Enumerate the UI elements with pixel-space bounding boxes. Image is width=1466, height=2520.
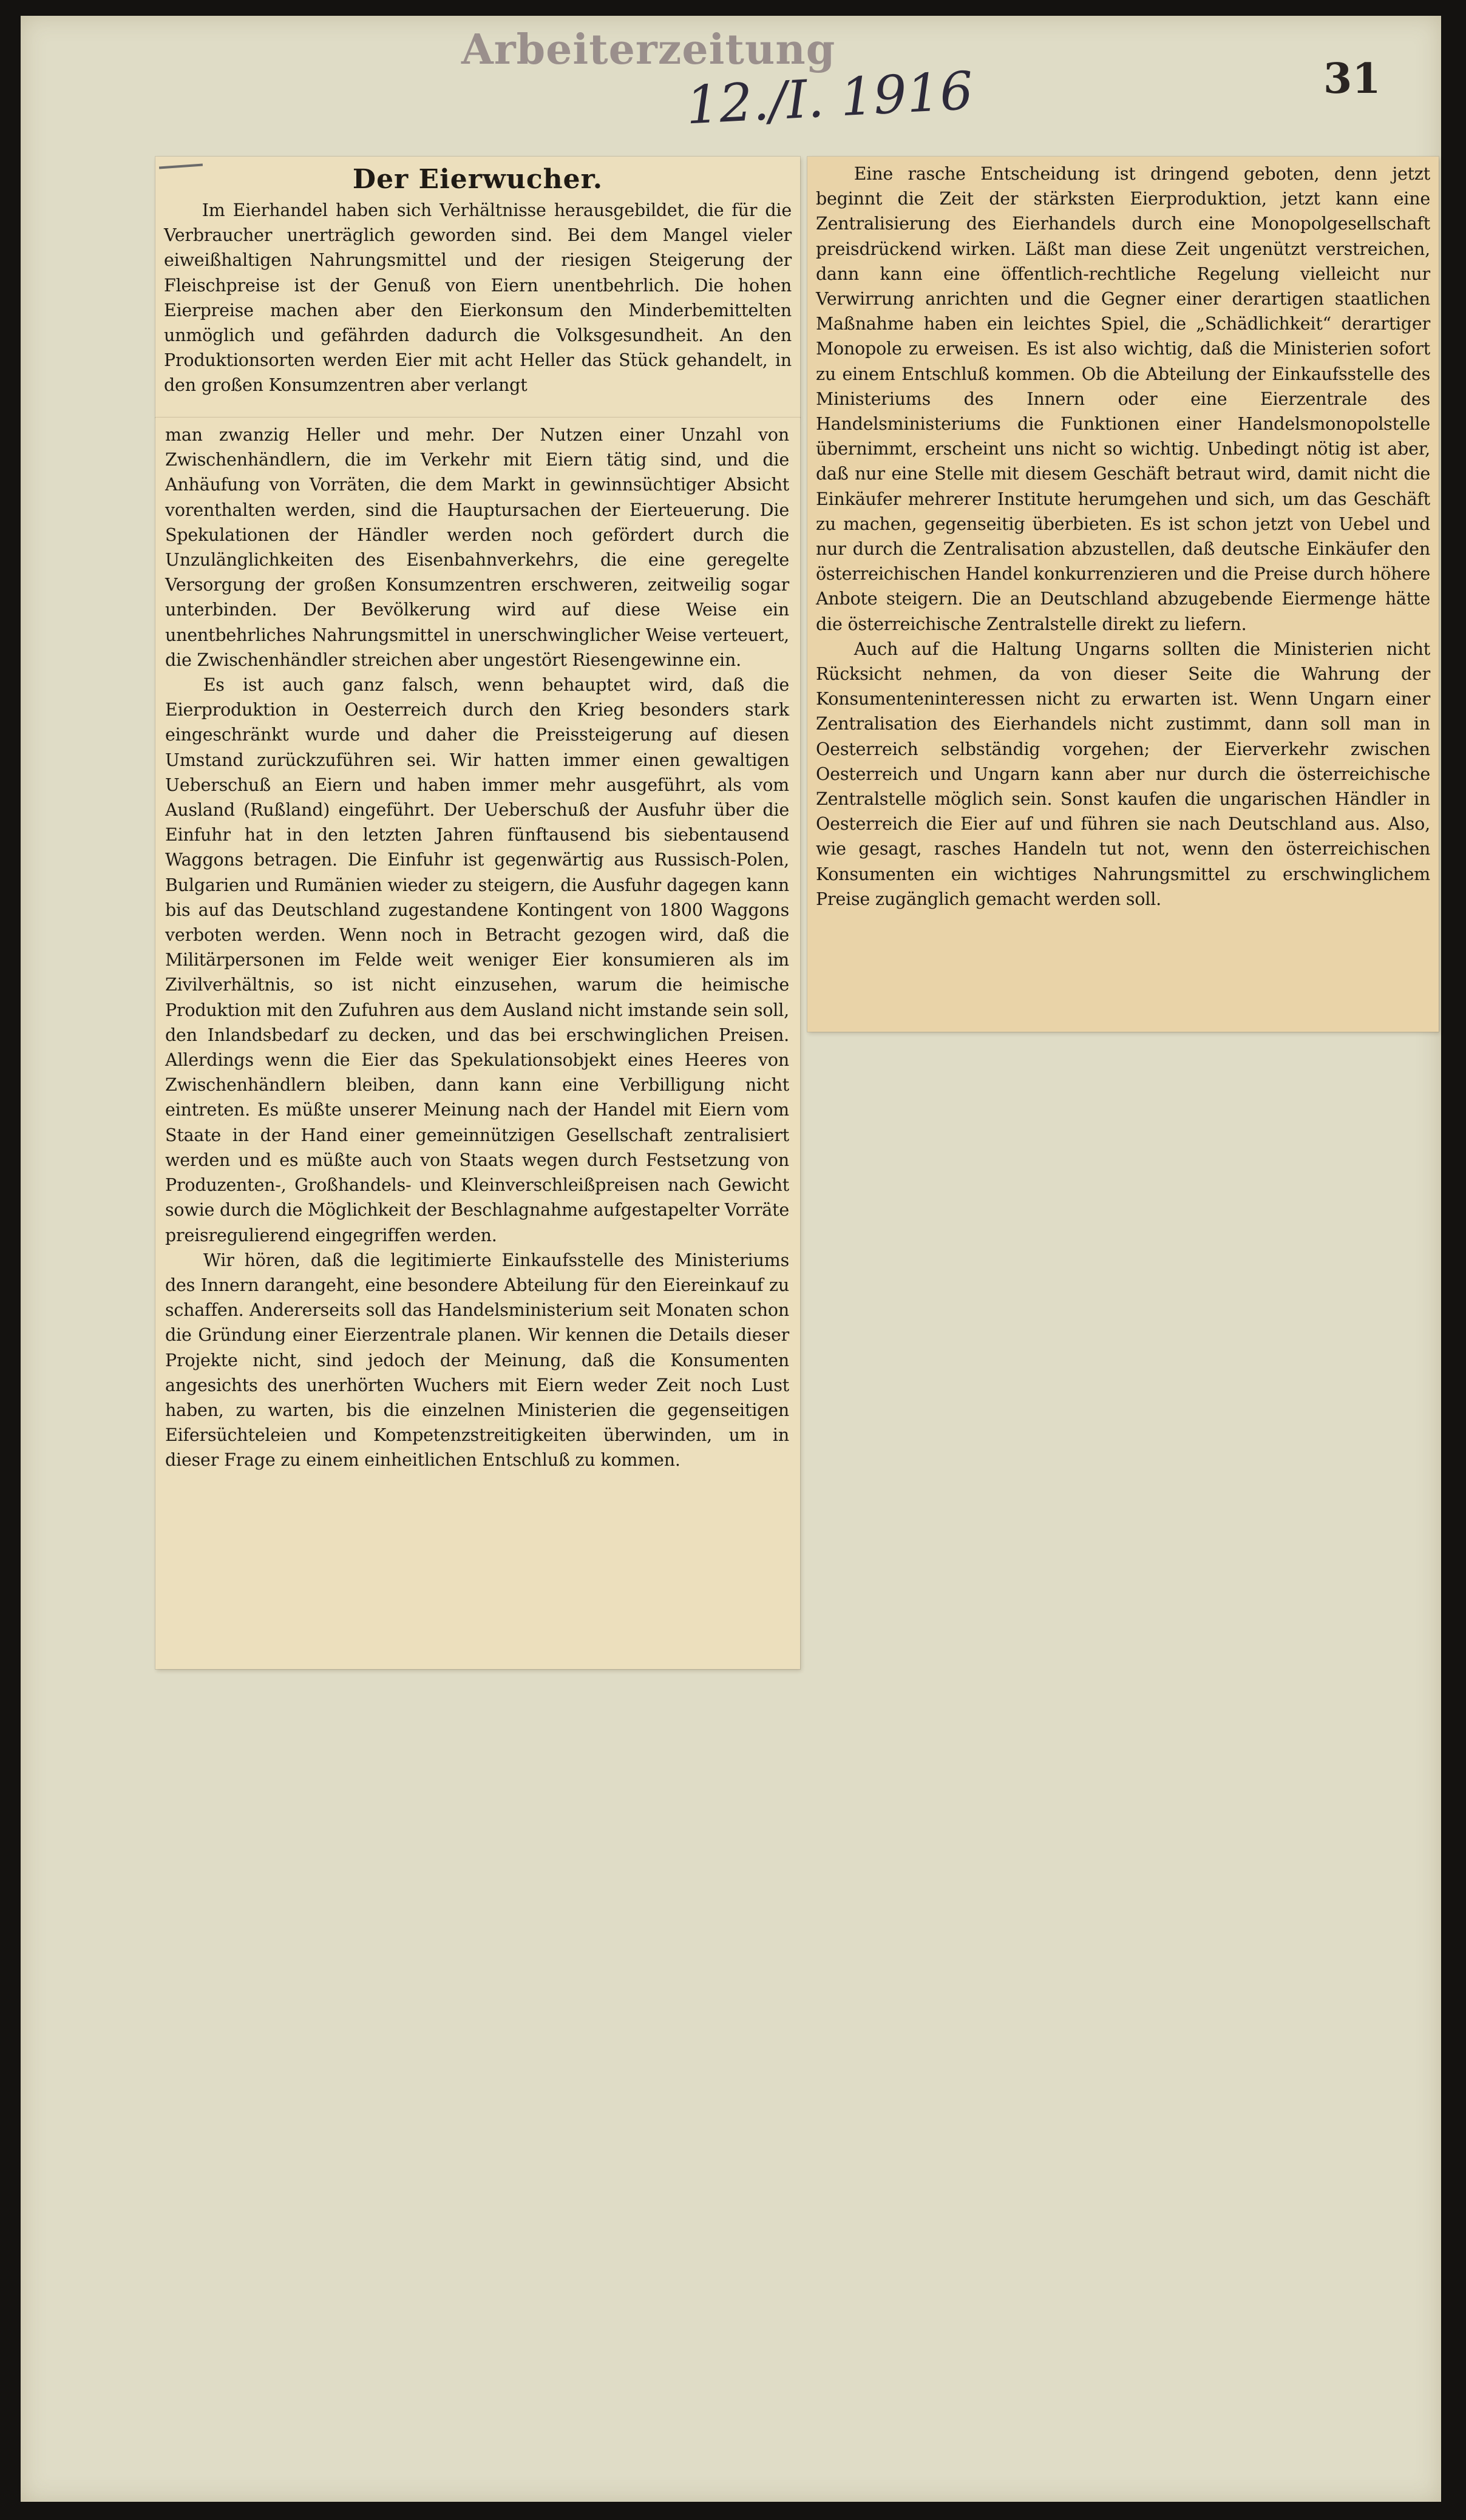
handwritten-date: 12./I. 1916 <box>684 60 975 137</box>
clipping-column-1-bottom <box>155 418 800 1669</box>
clipping-column-1-top <box>155 157 800 418</box>
article-title: Der Eierwucher. <box>352 164 603 195</box>
paragraph: Im Eierhandel haben sich Verhältnisse herausgebildet, die für die Verbraucher unerträglich geworden sind. Bei dem Mangel vieler eiweißhaltigen Nahrungsmittel und der riesigen Steigerung der Fleischpreise ist der Genuß von Eiern unentbehrlich. Die hohen Eierpreise machen aber den Eierkonsum den Minderbemittelten unmöglich und gefährden dadurch die Volksgesundheit. An den Produktionsorten werden Eier mit acht Heller das Stück gehandelt, in den großen Konsumzentren aber verlangt <box>164 200 792 396</box>
paragraph: Wir hören, daß die legitimierte Einkaufsstelle des Ministeriums des Innern darangeht, eine besondere Abteilung für den Eiereinkauf zu schaffen. Andererseits soll das Handelsministerium seit Monaten schon die Gründung einer Eierzentrale planen. Wir kennen die Details dieser Projekte nicht, sind jedoch der Meinung, daß die Konsumenten angesichts des unerhörten Wuchers mit Eiern weder Zeit noch Lust haben, zu warten, bis die einzelnen Ministerien die gegenseitigen Eifersüchteleien und Kompetenzstreitigkeiten überwinden, um in dieser Frage zu einem einheitlichen Entschluß zu kommen. <box>165 1250 789 1471</box>
page-number: 31 <box>1323 55 1381 103</box>
paragraph: Es ist auch ganz falsch, wenn behauptet wird, daß die Eierproduktion in Oesterreich durch den Krieg besonders stark eingeschränkt wurde und daher die Preissteigerung auf diesen Umstand zurückzuführen sei. Wir hatten immer einen gewaltigen Ueberschuß an Eiern und haben immer mehr ausgeführt, als vom Ausland (Rußland) eingeführt. Der Ueberschuß der Ausfuhr über die Einfuhr hat in den letzten Jahren fünftausend bis siebentausend Waggons betragen. Die Einfuhr ist gegenwärtig aus Russisch-Polen, Bulgarien und Rumänien wieder zu steigern, die Ausfuhr dagegen kann bis auf das Deutschland zugestandene Kontingent von 1800 Waggons verboten werden. Wenn noch in Betracht gezogen wird, daß die Militärpersonen im Felde weit weniger Eier konsumieren als im Zivilverhältnis, so ist nicht einzusehen, warum die heimische Produktion mit den Zufuhren aus dem Ausland nicht imstande sein soll, den Inlandsbedarf zu decken, und das bei erschwinglichen Preisen. Allerdings wenn die Eier das Spekulationsobjekt eines Heeres von Zwischenhändlern bleiben, dann kann eine Verbilligung nicht eintreten. Es müßte unserer Meinung nach der Handel mit Eiern vom Staate in der Hand einer gemeinnützigen Gesellschaft zentralisiert werden und es müßte auch von Staats wegen durch Festsetzung von Produzenten-, Großhandels- und Kleinverschleißpreisen nach Gewicht sowie durch die Möglichkeit der Beschlagnahme aufgestapelter Vorräte preisregulierend eingegriffen werden. <box>165 675 789 1245</box>
paragraph: Eine rasche Entscheidung ist dringend geboten, denn jetzt beginnt die Zeit der stärksten Eierproduktion, jetzt kann eine Zentralisierung des Eierhandels durch eine Monopolgesellschaft preisdrückend wirken. Läßt man diese Zeit ungenützt verstreichen, dann kann eine öffentlich-rechtliche Regelung vielleicht nur Verwirrung anrichten und die Gegner einer derartigen staatlichen Maßnahme haben ein leichtes Spiel, die „Schädlichkeit“ derartiger Monopole zu erweisen. Es ist also wichtig, daß die Ministerien sofort zu einem Entschluß kommen. Ob die Abteilung der Einkaufsstelle des Ministeriums des Innern oder eine Eierzentrale des Handelsministeriums die Funktionen einer Handelsmonopolstelle übernimmt, erscheint uns nicht so wichtig. Unbedingt nötig ist aber, daß nur eine Stelle mit diesem Geschäft betraut wird, damit nicht die Einkäufer mehrerer Institute herumgehen und sich, um das Geschäft zu machen, gegenseitig überbieten. Es ist schon jetzt von Uebel und nur durch die Zentralisation abzustellen, daß deutsche Einkäufer den österreichischen Handel konkurrenzieren und die Preise durch höhere Anbote steigern. Die an Deutschland abzugebende Eiermenge hätte die österreichische Zentralstelle direkt zu liefern. <box>816 164 1430 634</box>
newspaper-stamp: Arbeiterzeitung <box>461 25 836 74</box>
paragraph: Auch auf die Haltung Ungarns sollten die Ministerien nicht Rücksicht nehmen, da von dieser Seite die Wahrung der Konsumenteninteressen nicht zu erwarten ist. Wenn Ungarn einer Zentralisation des Eierhandels nicht zustimmt, dann soll man in Oesterreich selbständig vorgehen; der Eierverkehr zwischen Oesterreich und Ungarn kann aber nur durch die österreichische Zentralstelle möglich sein. Sonst kaufen die ungarischen Händler in Oesterreich die Eier auf und führen sie nach Deutschland aus. Also, wie gesagt, rasches Handeln tut not, wenn den österreichischen Konsumenten ein wichtiges Nahrungsmittel zu erschwinglichem Preise zugänglich gemacht werden soll. <box>816 638 1430 909</box>
clipping-column-2 <box>807 157 1439 1032</box>
paragraph: man zwanzig Heller und mehr. Der Nutzen einer Unzahl von Zwischenhändlern, die im Verkehr mit Eiern tätig sind, und die Anhäufung von Vorräten, die dem Markt in gewinnsüchtiger Absicht vorenthalten werden, sind die Hauptursachen der Eierteuerung. Die Spekulationen der Händler werden noch gefördert durch die Unzulänglichkeiten des Eisenbahnverkehrs, die eine geregelte Versorgung der großen Konsumzentren erschweren, zeitweilig sogar unterbinden. Der Bevölkerung wird auf diese Weise ein unentbehrliches Nahrungsmittel in unerschwinglicher Weise verteuert, die Zwischenhändler streichen aber ungestört Riesengewinne ein. <box>165 425 789 670</box>
